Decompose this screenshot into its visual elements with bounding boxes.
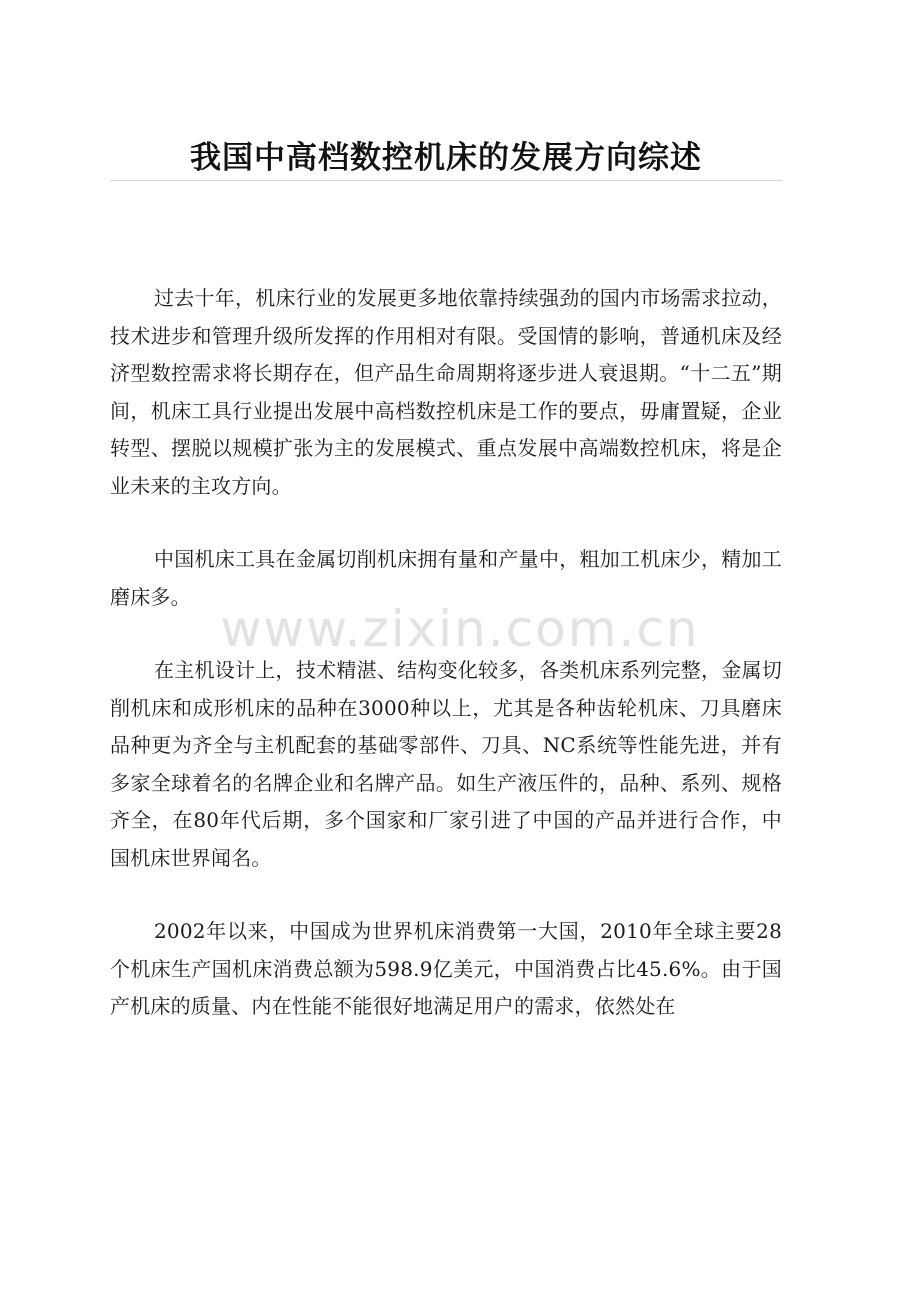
document-title: 我国中高档数控机床的发展方向综述: [190, 140, 702, 176]
paragraph-4: 2002年以来，中国成为世界机床消费第一大国，2010年全球主要28个机床生产国机床消费总额为598.9亿美元，中国消费占比45.6%。由于国产机床的质量、内在性能不能很好地满足用户的需求，依然处在: [110, 919, 782, 1018]
title-underline: [110, 180, 782, 181]
paragraph-1: 过去十年，机床行业的发展更多地依靠持续强劲的国内市场需求拉动，技术进步和管理升级所发挥的作用相对有限。受国情的影响，普通机床及经济型数控需求将长期存在，但产品生命周期将逐步进人衰退期。“十二五”期间，机床工具行业提出发展中高档数控机床是工作的要点，毋庸置疑，企业转型、摆脱以规模扩张为主的发展模式、重点发展中高端数控机床，将是企业未来的主攻方向。: [110, 286, 782, 498]
document-body: [110, 280, 782, 1062]
watermark: www.zixin.com.cn: [220, 600, 700, 658]
paragraph-2: 中国机床工具在金属切削机床拥有量和产量中，粗加工机床少，精加工磨床多。: [110, 547, 782, 609]
paragraph-3: 在主机设计上，技术精湛、结构变化较多，各类机床系列完整，金属切削机床和成形机床的品种在3000种以上，尤其是各种齿轮机床、刀具磨床品种更为齐全与主机配套的基础零部件、刀具、NC系统等性能先进，并有多家全球着名的名牌企业和名牌产品。如生产液压件的，品种、系列、规格齐全，在80年代后期，多个国家和厂家引进了中国的产品并进行合作，中国机床世界闻名。: [110, 658, 782, 870]
